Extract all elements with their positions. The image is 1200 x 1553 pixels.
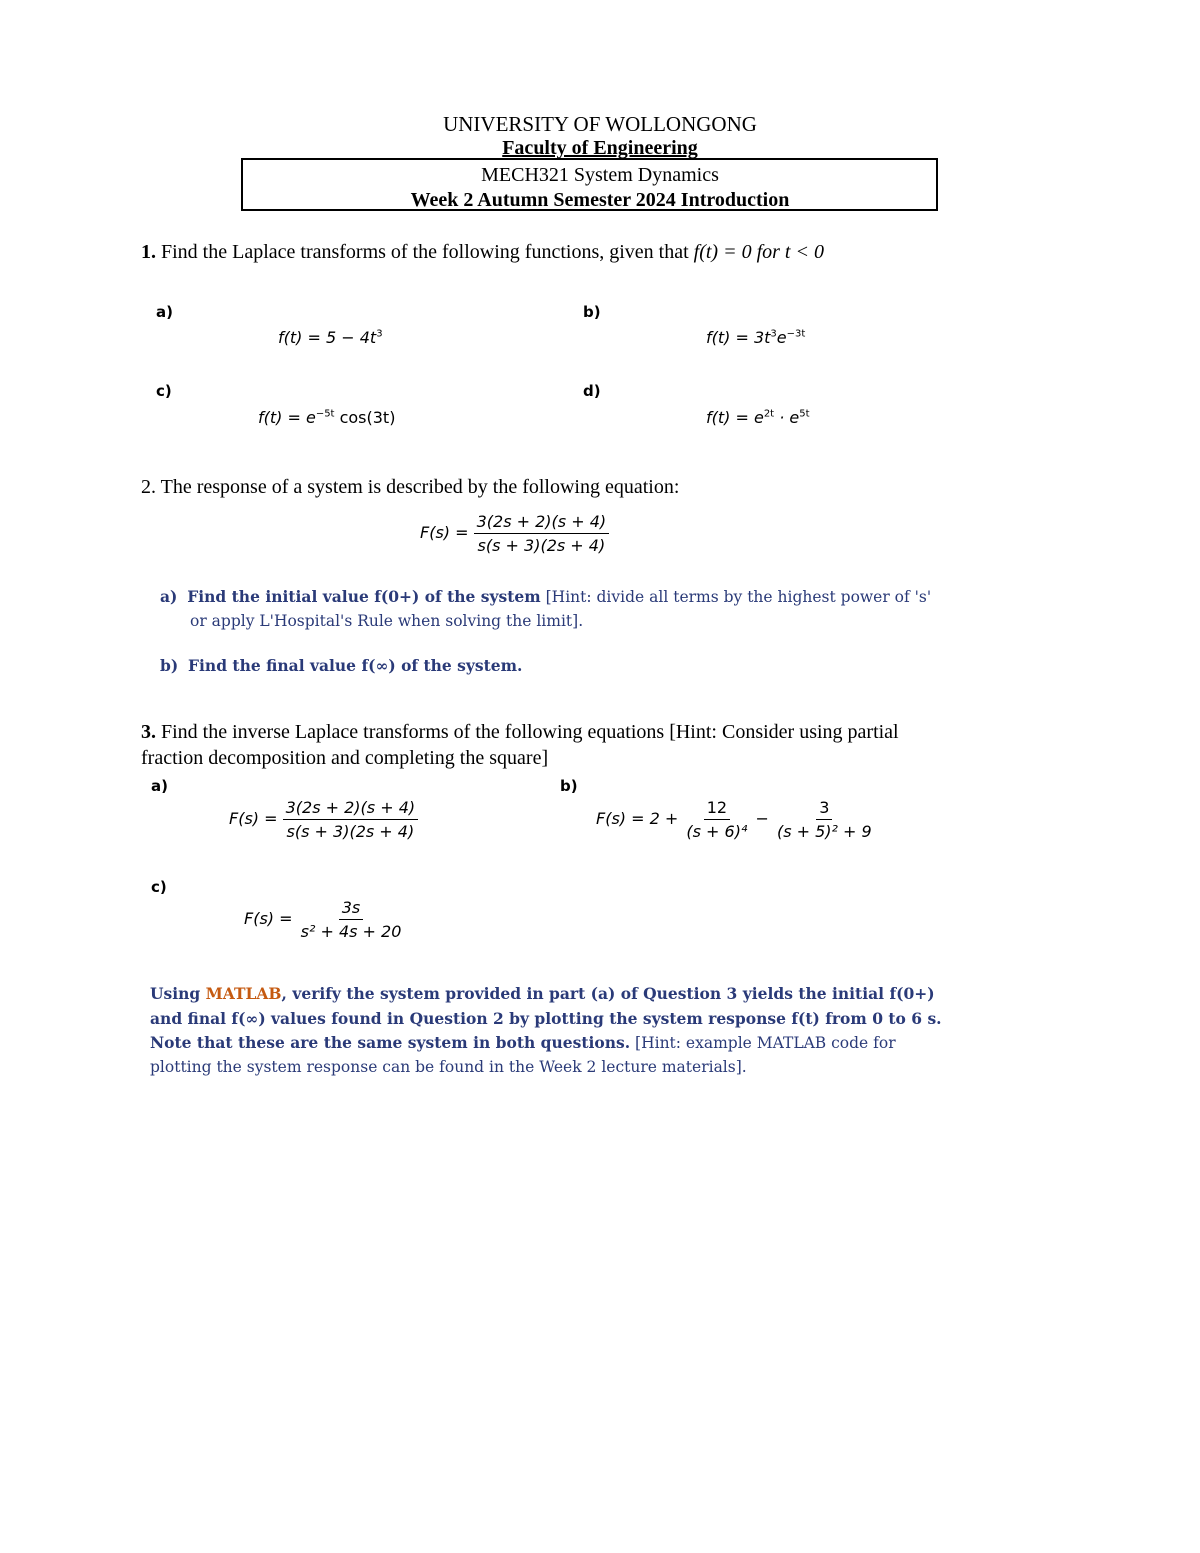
matlab-line-2 <box>150 1009 942 1028</box>
university-name: UNIVERSITY OF WOLLONGONG <box>443 112 757 136</box>
q3b-numerator-1: 12 <box>704 798 730 820</box>
q1-part-b-eq <box>706 328 805 347</box>
q3b-numerator-2: 3 <box>816 798 832 820</box>
q3a-fraction <box>283 798 419 841</box>
course-title: MECH321 System Dynamics <box>481 164 719 186</box>
q3b-fraction-1 <box>683 798 750 841</box>
q2-part-a-hint-2: or apply L'Hospital's Rule when solving the limit]. <box>190 612 584 630</box>
q2-lhs: F(s) = <box>420 523 469 542</box>
q3b-lhs: F(s) = 2 + <box>596 809 679 828</box>
q1-part-d-eq <box>706 408 810 427</box>
q1a-lhs: f(t) = 5 − 4t <box>278 328 377 347</box>
question-2: 2. The response of a system is described by the following equation: <box>141 476 680 498</box>
q2a-question: Find the initial value f(0+) of the system <box>187 587 541 606</box>
matlab-line-1b: , verify the system provided in part (a) of Question 3 yields the initial f(0+) <box>281 984 935 1003</box>
q2b-label: b) <box>160 656 179 675</box>
q3-part-c-eq <box>244 898 404 941</box>
q3b-denominator-1: (s + 6)⁴ <box>686 822 748 841</box>
q3-part-b-eq <box>596 798 875 841</box>
q2-part-a <box>160 587 931 606</box>
q1-condition: f(t) = 0 for t < 0 <box>693 241 824 263</box>
q2-equation <box>420 512 609 555</box>
matlab-line-1a: Using <box>150 984 206 1003</box>
matlab-line-4: plotting the system response can be found in the Week 2 lecture materials]. <box>150 1058 747 1076</box>
q2-fraction <box>474 512 610 555</box>
q2-denominator: s(s + 3)(2s + 4) <box>477 536 606 555</box>
faculty-name: Faculty of Engineering <box>502 137 698 159</box>
matlab-line-2-text: and final f(∞) values found in Question 2 by plotting the system response f(t) from 0 to 6 s. <box>150 1009 942 1028</box>
question-3-line-1 <box>141 721 899 744</box>
q1-part-c-eq <box>258 408 395 427</box>
q2a-label: a) <box>160 587 178 606</box>
q1b-sup2: −3t <box>786 328 806 340</box>
q1-part-b-label: b) <box>583 303 601 321</box>
q2b-question: Find the final value f(∞) of the system. <box>188 656 523 675</box>
q3-number: 3. <box>141 721 156 743</box>
matlab-line-3 <box>150 1033 896 1052</box>
q1d-sup: 2t <box>763 408 775 420</box>
q2-part-b <box>160 656 522 675</box>
question-3-line-2: fraction decomposition and completing the square] <box>141 747 549 769</box>
q1d-tail: · e <box>774 408 800 427</box>
q3-part-c-label: c) <box>151 878 167 896</box>
q3-part-a-label: a) <box>151 777 168 795</box>
q2a-hint-1: [Hint: divide all terms by the highest power of 's' <box>540 588 932 606</box>
q3b-denominator-2: (s + 5)² + 9 <box>776 822 872 841</box>
q1d-sup2: 5t <box>799 408 810 420</box>
q1c-tail: cos(3t) <box>334 408 396 427</box>
q3-part-a-eq <box>229 798 418 841</box>
q1-part-a-label: a) <box>156 303 173 321</box>
q3a-numerator: 3(2s + 2)(s + 4) <box>283 798 419 820</box>
q3-text-1: Find the inverse Laplace transforms of the following equations [Hint: Consider using partial <box>156 721 899 743</box>
q1b-tail: e <box>776 328 787 347</box>
q1c-lhs: f(t) = e <box>258 408 316 427</box>
q1-text: Find the Laplace transforms of the following functions, given that <box>156 241 694 263</box>
question-1 <box>141 241 824 264</box>
q1-number: 1. <box>141 241 156 263</box>
q3c-denominator: s² + 4s + 20 <box>300 922 402 941</box>
q3a-denominator: s(s + 3)(2s + 4) <box>286 822 415 841</box>
q1c-sup: −5t <box>315 408 335 420</box>
matlab-keyword: MATLAB <box>205 984 282 1003</box>
q1a-sup: 3 <box>376 328 383 340</box>
week-title: Week 2 Autumn Semester 2024 Introduction <box>410 189 790 211</box>
matlab-line-3b: [Hint: example MATLAB code for <box>630 1034 896 1052</box>
q1-part-d-label: d) <box>583 382 601 400</box>
q3c-fraction <box>298 898 405 941</box>
q2-numerator: 3(2s + 2)(s + 4) <box>474 512 610 534</box>
q3c-lhs: F(s) = <box>244 909 293 928</box>
q1d-lhs: f(t) = e <box>706 408 764 427</box>
q1-part-c-label: c) <box>156 382 172 400</box>
matlab-line-3a: Note that these are the same system in both questions. <box>150 1033 631 1052</box>
matlab-line-1 <box>150 984 935 1003</box>
q1b-sup: 3 <box>770 328 777 340</box>
q1-part-a-eq <box>278 328 383 347</box>
q3b-minus: − <box>755 809 769 828</box>
q3c-numerator: 3s <box>339 898 364 920</box>
q3b-fraction-2 <box>774 798 875 841</box>
q3a-lhs: F(s) = <box>229 809 278 828</box>
q1b-lhs: f(t) = 3t <box>706 328 771 347</box>
q3-part-b-label: b) <box>560 777 578 795</box>
